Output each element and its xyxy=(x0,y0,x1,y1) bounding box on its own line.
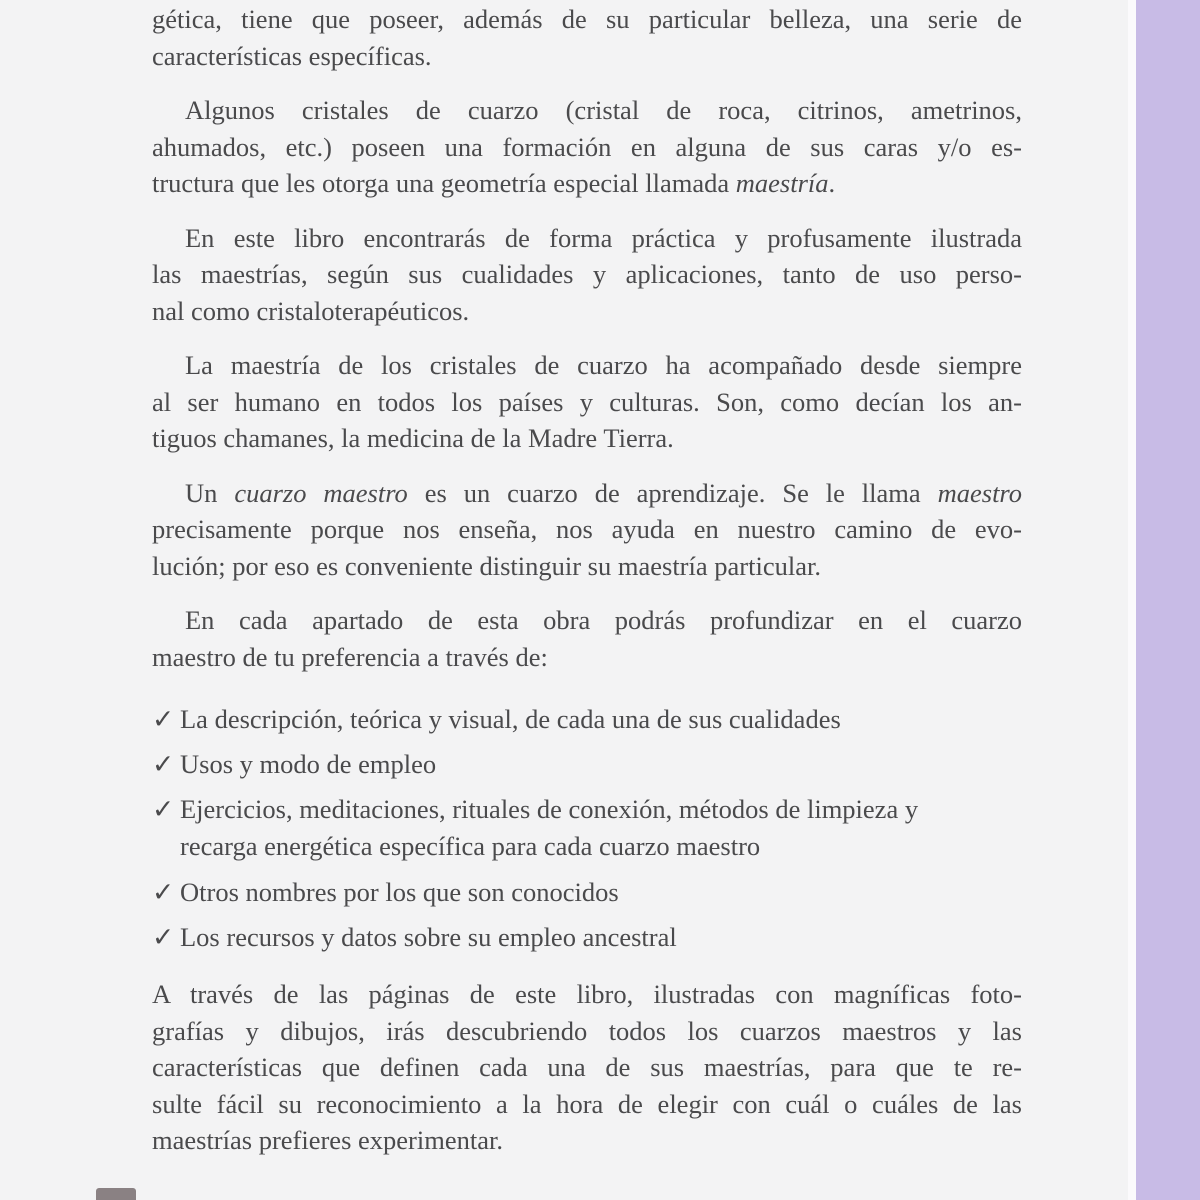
text-line: nal como cristaloterapéuticos. xyxy=(152,295,470,326)
paragraph xyxy=(152,602,1022,675)
text-line: lución; por eso es conveniente distinguir su maestría particular. xyxy=(152,550,821,581)
text-line xyxy=(152,701,1022,738)
text-line: A través de las páginas de este libro, ilustradas con magníficas foto- xyxy=(152,979,1022,1009)
checkmark-icon: ✓ xyxy=(152,877,175,907)
text-line: maestrías prefieres experimentar. xyxy=(152,1125,503,1155)
page-edge xyxy=(1128,0,1136,1200)
text-line: características que definen cada una de sus maestrías, para que te re- xyxy=(152,1052,1022,1082)
checklist-item xyxy=(152,919,1022,964)
checklist xyxy=(152,701,1022,964)
checklist-text: Usos y modo de empleo xyxy=(180,749,437,779)
italic-term: maestro xyxy=(937,477,1023,508)
text-line xyxy=(152,165,1022,202)
checkmark-icon: ✓ xyxy=(152,704,175,734)
checklist-item xyxy=(152,701,1022,746)
checkmark-icon: ✓ xyxy=(152,794,175,824)
checklist-text: Ejercicios, meditaciones, rituales de conexión, métodos de limpieza y xyxy=(180,794,919,824)
checkmark-icon: ✓ xyxy=(152,922,175,952)
text-line: tiguos chamanes, la medicina de la Madre Tierra. xyxy=(152,423,674,453)
paragraph xyxy=(152,1,1022,74)
checklist-text: Otros nombres por los que son conocidos xyxy=(180,877,619,907)
paragraph xyxy=(152,475,1022,585)
text-line xyxy=(152,475,1022,512)
text-line xyxy=(152,919,1022,956)
page-number-tab xyxy=(96,1188,136,1200)
text-line: En cada apartado de esta obra podrás profundizar en el cuarzo xyxy=(185,605,1022,635)
text-line: gética, tiene que poseer, además de su particular belleza, una serie de xyxy=(152,4,1022,34)
text-run: Un xyxy=(185,477,235,508)
checkmark-icon: ✓ xyxy=(152,749,175,779)
text-line xyxy=(152,791,1022,828)
cover-flap-purple xyxy=(1136,0,1200,1200)
text-line: La maestría de los cristales de cuarzo ha acompañado desde siempre xyxy=(185,350,1022,380)
paragraph xyxy=(152,347,1022,457)
text-run: es un cuarzo de aprendizaje. Se le llama xyxy=(407,477,938,508)
italic-term: maestría xyxy=(735,168,829,198)
checklist-item xyxy=(152,874,1022,919)
checklist-item xyxy=(152,791,1022,874)
text-line: precisamente porque nos enseña, nos ayuda en nuestro camino de evo- xyxy=(152,514,1022,544)
text-line: sulte fácil su reconocimiento a la hora de elegir con cuál o cuáles de las xyxy=(152,1088,1022,1119)
checklist-text: La descripción, teórica y visual, de cada una de sus cualidades xyxy=(180,704,841,734)
text-line: En este libro encontrarás de forma práctica y profusamente ilustrada xyxy=(185,222,1022,253)
text-line xyxy=(152,746,1022,783)
text-run: . xyxy=(828,168,836,198)
text-line: maestro de tu preferencia a través de: xyxy=(152,641,548,672)
paragraph xyxy=(152,976,1022,1159)
text-line: al ser humano en todos los países y culturas. Son, como decían los an- xyxy=(152,386,1022,417)
text-line: ahumados, etc.) poseen una formación en alguna de sus caras y/o es- xyxy=(152,131,1022,162)
checklist-item xyxy=(152,746,1022,791)
text-line: características específicas. xyxy=(152,40,432,71)
text-line: Algunos cristales de cuarzo (cristal de roca, citrinos, ametrinos, xyxy=(185,95,1022,125)
text-run: tructura que les otorga una geometría especial llamada xyxy=(152,168,736,198)
text-line: recarga energética específica para cada cuarzo maestro xyxy=(180,830,761,861)
text-line: grafías y dibujos, irás descubriendo todos los cuarzos maestros y las xyxy=(152,1015,1022,1046)
italic-term: cuarzo maestro xyxy=(234,477,408,508)
paragraph xyxy=(152,92,1022,202)
paragraph xyxy=(152,220,1022,330)
checklist-text: Los recursos y datos sobre su empleo ancestral xyxy=(180,922,677,952)
text-line: las maestrías, según sus cualidades y aplicaciones, tanto de uso perso- xyxy=(152,259,1022,289)
body-text xyxy=(152,0,1022,1159)
text-line xyxy=(152,874,1022,911)
